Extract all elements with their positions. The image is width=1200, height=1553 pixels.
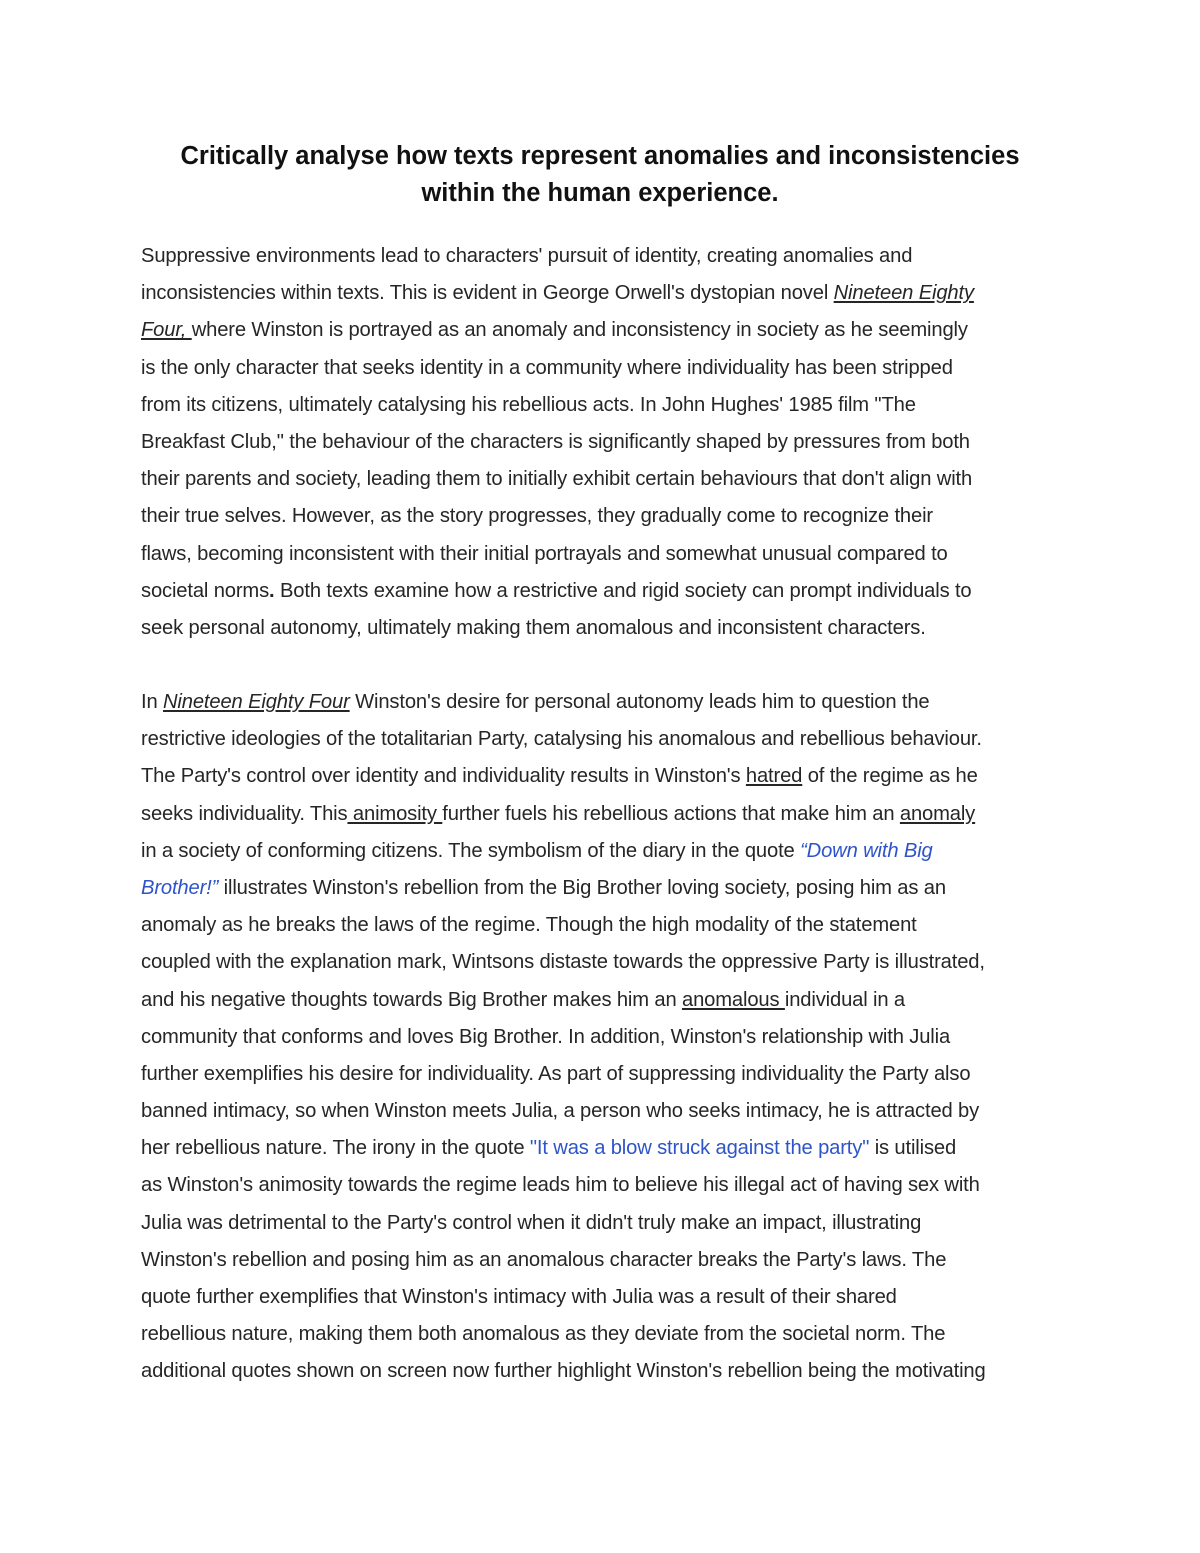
text-line: further exemplifies his desire for individuality. As part of suppressing individuality the Party also [141,1062,971,1085]
text-line: community that conforms and loves Big Brother. In addition, Winston's relationship with Julia [141,1025,951,1048]
text-line: is the only character that seeks identity in a community where individuality has been stripped [141,356,953,379]
text-line: Suppressive environments lead to characters' pursuit of identity, creating anomalies and [141,245,913,267]
text-line: anomaly as he breaks the laws of the regime. Though the high modality of the statement [141,914,917,937]
text-line: restrictive ideologies of the totalitarian Party, catalysing his anomalous and rebellious behaviour. [141,728,982,751]
text-line: Julia was detrimental to the Party's control when it didn't truly make an impact, illustrating [141,1211,922,1234]
text-line: seeks individuality. This animosity further fuels his rebellious actions that make him an anomaly [141,802,976,825]
text-line: her rebellious nature. The irony in the quote "It was a blow struck against the party" is utilised [141,1137,957,1160]
underlined-word: hatred [745,765,803,788]
text-line: in a society of conforming citizens. The symbolism of the diary in the quote “Down with Big [141,839,933,862]
text-line: and his negative thoughts towards Big Brother makes him an anomalous individual in a [141,988,905,1011]
text-line: rebellious nature, making them both anomalous as they deviate from the societal norm. The [141,1323,946,1346]
text-line: societal norms. Both texts examine how a restrictive and rigid society can prompt individuals to [141,579,972,602]
book-title: Nineteen Eighty Four [163,691,350,713]
text-line: Breakfast Club," the behaviour of the characters is significantly shaped by pressures from both [141,430,970,453]
paragraph-2 [141,684,1066,1391]
text-line: their true selves. However, as the story progresses, they gradually come to recognize their [141,505,933,528]
text-line: their parents and society, leading them to initially exhibit certain behaviours that don't align with [141,468,973,491]
text-line: coupled with the explanation mark, Wintsons distaste towards the oppressive Party is illustrated, [141,951,985,974]
text-line: banned intimacy, so when Winston meets Julia, a person who seeks intimacy, he is attracted by [141,1100,980,1123]
text-line: as Winston's animosity towards the regime leads him to believe his illegal act of having sex with [141,1174,980,1197]
book-title: Nineteen Eighty [833,282,974,305]
quote: "It was a blow struck against the party" [529,1137,870,1160]
text-line: The Party's control over identity and individuality results in Winston's hatred of the regime as he [141,765,978,788]
title-line: Critically analyse how texts represent anomalies and inconsistencies [180,142,1020,170]
paragraph-1 [141,238,1066,647]
text-line: from its citizens, ultimately catalysing his rebellious acts. In John Hughes' 1985 film "The [141,393,916,416]
underlined-word: anomalous [682,988,785,1011]
underlined-word: anomaly [899,802,976,825]
document-title [120,138,1080,212]
text-line: Winston's rebellion and posing him as an anomalous character breaks the Party's laws. The [141,1248,947,1271]
quote: “Down with Big [800,839,933,862]
text-line: flaws, becoming inconsistent with their initial portrayals and somewhat unusual compared to [141,542,948,565]
text-line: Four, where Winston is portrayed as an anomaly and inconsistency in society as he seemingly [141,319,968,342]
text-line: additional quotes shown on screen now further highlight Winston's rebellion being the motivating [141,1360,986,1383]
book-title: Four, [141,319,192,342]
text-line: seek personal autonomy, ultimately making them anomalous and inconsistent characters. [141,616,926,639]
text-line: In Nineteen Eighty Four Winston's desire for personal autonomy leads him to question the [141,691,930,713]
underlined-word: animosity [347,802,443,825]
text-line: inconsistencies within texts. This is evident in George Orwell's dystopian novel Nineteen Eighty [141,282,974,305]
text-line: Brother!” illustrates Winston's rebellion from the Big Brother loving society, posing him as an [141,876,946,899]
text-line: quote further exemplifies that Winston's intimacy with Julia was a result of their shared [141,1286,897,1308]
quote: Brother!” [141,876,219,899]
title-line: within the human experience. [421,179,779,208]
